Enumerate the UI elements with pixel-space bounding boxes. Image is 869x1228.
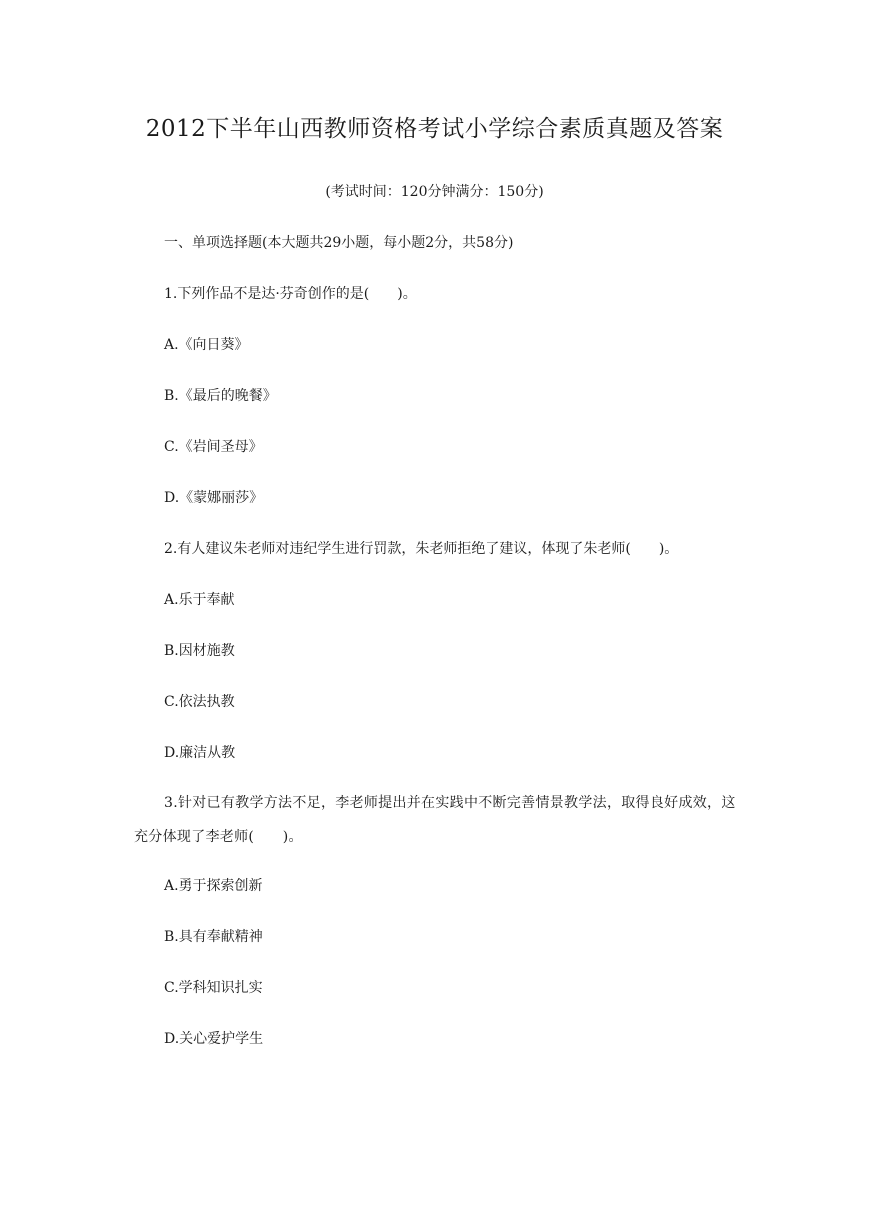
- question-3-option-c: C.学科知识扎实: [164, 980, 263, 996]
- question-1-option-b: B.《最后的晚餐》: [164, 388, 277, 404]
- question-2-option-d: D.廉洁从教: [164, 745, 236, 761]
- question-2-option-a: A.乐于奉献: [164, 592, 235, 608]
- question-1-stem: 1.下列作品不是达·芬奇创作的是( )。: [164, 286, 417, 302]
- question-3-option-a: A.勇于探索创新: [164, 878, 263, 894]
- question-2-option-c: C.依法执教: [164, 694, 235, 710]
- question-1-option-d: D.《蒙娜丽莎》: [164, 490, 264, 506]
- exam-info: (考试时间：120分钟满分：150分): [325, 184, 544, 200]
- question-1-option-c: C.《岩间圣母》: [164, 439, 263, 455]
- question-2-stem: 2.有人建议朱老师对违纪学生进行罚款，朱老师拒绝了建议，体现了朱老师( )。: [164, 541, 679, 557]
- question-2-option-b: B.因材施教: [164, 643, 235, 659]
- section-heading: 一、单项选择题(本大题共29小题，每小题2分，共58分): [164, 235, 514, 251]
- question-1-option-a: A.《向日葵》: [164, 337, 249, 353]
- document-title: 2012下半年山西教师资格考试小学综合素质真题及答案: [145, 116, 724, 142]
- question-3-stem: 3.针对已有教学方法不足，李老师提出并在实践中不断完善情景教学法，取得良好成效，这充分体现了李老师( )。: [134, 795, 736, 845]
- question-3-option-d: D.关心爱护学生: [164, 1031, 264, 1047]
- question-3-option-b: B.具有奉献精神: [164, 929, 263, 945]
